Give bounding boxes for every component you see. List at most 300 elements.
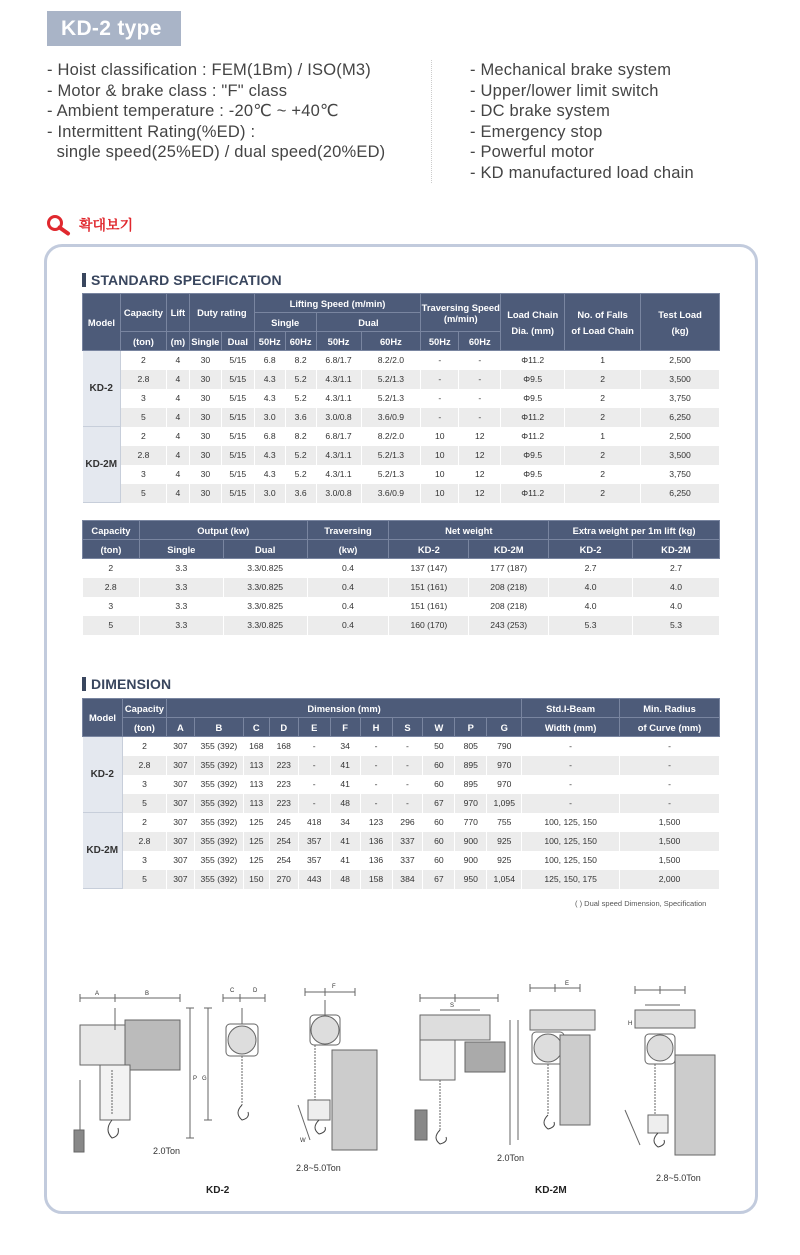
table-cell: - <box>522 775 620 794</box>
th-out-kw: (kw) <box>307 540 389 559</box>
feature-list-left <box>47 60 432 163</box>
table-cell: 2 <box>565 389 641 408</box>
table-cell: 5 <box>83 616 140 635</box>
zoom-label: 확대보기 <box>79 218 134 234</box>
table-cell: 160 (170) <box>389 616 469 635</box>
table-cell: 3.3/0.825 <box>223 616 307 635</box>
table-cell: 8.2/2.0 <box>361 427 421 446</box>
table-cell: 4 <box>166 370 189 389</box>
table-cell: 3 <box>122 851 166 870</box>
table-cell: 208 (218) <box>469 578 549 597</box>
table-cell: 1 <box>565 427 641 446</box>
table-cell: 34 <box>330 813 360 832</box>
table-row <box>83 408 720 427</box>
table-cell: - <box>459 351 501 370</box>
table-cell: 1 <box>565 351 641 370</box>
table-cell: - <box>620 794 720 813</box>
dim-letter-p: P <box>193 1076 198 1082</box>
table-cell: 125 <box>243 832 269 851</box>
caption-kd2m-heavy: 2.8~5.0Ton <box>656 1173 701 1183</box>
table-cell: 1,054 <box>487 870 522 889</box>
table-row <box>83 559 720 578</box>
table-cell: - <box>298 794 330 813</box>
dim-letter-a: A <box>95 991 100 997</box>
table-cell: 307 <box>166 870 194 889</box>
th-out-capacity: Capacity <box>83 521 140 540</box>
table-cell: 12 <box>459 427 501 446</box>
table-cell: 5/15 <box>221 370 254 389</box>
table-cell: 2.8 <box>83 578 140 597</box>
feature-left-item: single speed(25%ED) / dual speed(20%ED) <box>47 143 386 162</box>
table-cell: 100, 125, 150 <box>522 832 620 851</box>
table-cell: - <box>298 775 330 794</box>
table-cell: 113 <box>243 775 269 794</box>
table-cell: 755 <box>487 813 522 832</box>
table-cell: 2 <box>565 465 641 484</box>
type-badge: KD-2 type <box>47 11 181 46</box>
table-cell: 950 <box>455 870 487 889</box>
table-cell: 355 (392) <box>194 737 243 756</box>
table-cell: 5/15 <box>221 484 254 503</box>
table-cell: 8.2 <box>285 427 316 446</box>
table-cell: 60 <box>423 832 455 851</box>
table-cell: 307 <box>166 851 194 870</box>
table-cell: 5/15 <box>221 465 254 484</box>
kd2m-heavy-drawing <box>625 986 715 1155</box>
table-cell: 30 <box>189 389 221 408</box>
feature-right-item: - Upper/lower limit switch <box>470 81 659 100</box>
th-trav-60: 60Hz <box>459 332 501 351</box>
table-cell: 3 <box>83 597 140 616</box>
table-cell: 4 <box>166 427 189 446</box>
table-cell: 1,500 <box>620 813 720 832</box>
table-cell: 3.3 <box>139 578 223 597</box>
table-cell: 2 <box>122 813 166 832</box>
table-cell: 4.3/1.1 <box>316 465 361 484</box>
table-cell: 8.2/2.0 <box>361 351 421 370</box>
th-extra-kd2: KD-2 <box>549 540 633 559</box>
table-cell: - <box>360 775 392 794</box>
th-dim-letter: B <box>194 718 243 737</box>
table-cell: 925 <box>487 832 522 851</box>
table-cell: 168 <box>269 737 298 756</box>
table-cell: 4.3/1.1 <box>316 370 361 389</box>
table-cell: 5.2/1.3 <box>361 465 421 484</box>
table-cell: - <box>392 775 423 794</box>
table-cell: 307 <box>166 737 194 756</box>
feature-right-item: - Powerful motor <box>470 143 595 162</box>
table-cell: 3.6/0.9 <box>361 484 421 503</box>
th-falls: No. of Falls of Load Chain <box>565 294 641 351</box>
table-row <box>83 465 720 484</box>
table-cell: 4.3 <box>254 446 285 465</box>
th-dim-letter: W <box>423 718 455 737</box>
th-dim-letter: S <box>392 718 423 737</box>
table-cell: - <box>392 794 423 813</box>
table-cell: 355 (392) <box>194 851 243 870</box>
table-cell: 30 <box>189 484 221 503</box>
table-cell: 3.6 <box>285 408 316 427</box>
table-cell: 10 <box>421 465 459 484</box>
table-cell: 4.0 <box>633 597 720 616</box>
dim-letter-c: C <box>230 988 235 994</box>
th-dim-letter: G <box>487 718 522 737</box>
output-weight-table <box>82 520 720 635</box>
table-cell: - <box>360 737 392 756</box>
table-cell: 3.3 <box>139 559 223 578</box>
table-cell: 125 <box>243 813 269 832</box>
kd2m-side-drawing <box>415 994 510 1145</box>
table-row <box>83 870 720 889</box>
table-cell: 3 <box>120 389 166 408</box>
table-cell: 125, 150, 175 <box>522 870 620 889</box>
table-cell: 5.2/1.3 <box>361 389 421 408</box>
table-cell: 5.3 <box>633 616 720 635</box>
th-single-50: 50Hz <box>254 332 285 351</box>
dim-letter-b: B <box>145 991 150 997</box>
dim-letter-e: E <box>565 981 570 987</box>
table-cell: 970 <box>455 794 487 813</box>
table-cell: 60 <box>423 775 455 794</box>
feature-right-item: - DC brake system <box>470 102 611 121</box>
table-cell: 100, 125, 150 <box>522 813 620 832</box>
table-cell: Φ9.5 <box>501 446 565 465</box>
dim-letter-f: F <box>332 984 336 990</box>
table-cell: 6.8 <box>254 427 285 446</box>
table-cell: - <box>620 756 720 775</box>
kd2-side-drawing <box>74 994 194 1152</box>
table-cell: 2.8 <box>122 832 166 851</box>
table-cell: 4 <box>166 484 189 503</box>
table-cell: 2 <box>565 446 641 465</box>
table-cell: 3 <box>120 465 166 484</box>
table-cell: 136 <box>360 851 392 870</box>
table-cell: 3,500 <box>641 370 720 389</box>
table-cell: 10 <box>421 427 459 446</box>
table-cell: 2.8 <box>120 446 166 465</box>
dimension-title: DIMENSION <box>82 676 171 692</box>
table-cell: 158 <box>360 870 392 889</box>
table-cell: Φ11.2 <box>501 484 565 503</box>
table-cell: - <box>522 756 620 775</box>
drawing-label-kd2: KD-2 <box>206 1185 230 1196</box>
table-cell: 337 <box>392 851 423 870</box>
table-cell: 168 <box>243 737 269 756</box>
th-duty-single: Single <box>189 332 221 351</box>
table-cell: 895 <box>455 756 487 775</box>
zoom-link[interactable] <box>46 213 133 237</box>
table-cell: 900 <box>455 851 487 870</box>
caption-kd2m-2ton: 2.0Ton <box>497 1153 525 1163</box>
table-cell: Φ9.5 <box>501 465 565 484</box>
table-cell: 2 <box>83 559 140 578</box>
table-cell: 30 <box>189 446 221 465</box>
th-dual-50: 50Hz <box>316 332 361 351</box>
th-test: Test Load (kg) <box>641 294 720 351</box>
table-row <box>83 775 720 794</box>
th-out-single: Single <box>139 540 223 559</box>
dim-letter-s: S <box>450 1003 455 1009</box>
table-row <box>83 616 720 635</box>
th-dim-letter: A <box>166 718 194 737</box>
table-cell: 925 <box>487 851 522 870</box>
feature-left-item: - Motor & brake class : "F" class <box>47 81 288 100</box>
th-dim: Dimension (mm) <box>166 699 521 718</box>
table-cell: 5 <box>120 484 166 503</box>
table-row <box>83 756 720 775</box>
table-cell: - <box>522 737 620 756</box>
feature-left-item: - Ambient temperature : -20℃ ~ +40℃ <box>47 102 339 121</box>
table-cell: 4.3 <box>254 465 285 484</box>
dual-speed-note: ( ) Dual speed Dimension, Specification <box>575 899 707 908</box>
table-cell: 2 <box>120 427 166 446</box>
table-cell: 337 <box>392 832 423 851</box>
th-trav-50: 50Hz <box>421 332 459 351</box>
magnifier-icon <box>46 214 72 236</box>
table-cell: 123 <box>360 813 392 832</box>
th-ton: (ton) <box>120 332 166 351</box>
table-cell: Φ9.5 <box>501 389 565 408</box>
feature-right-item: - KD manufactured load chain <box>470 163 694 182</box>
table-row <box>83 484 720 503</box>
table-cell: 357 <box>298 851 330 870</box>
table-cell: 3.3 <box>139 616 223 635</box>
table-cell: 60 <box>423 813 455 832</box>
table-cell: - <box>360 794 392 813</box>
table-cell: Φ11.2 <box>501 351 565 370</box>
table-cell: 4.3 <box>254 389 285 408</box>
table-cell: 805 <box>455 737 487 756</box>
table-cell: 4 <box>166 351 189 370</box>
table-cell: 41 <box>330 832 360 851</box>
table-cell: 67 <box>423 870 455 889</box>
table-cell: - <box>298 737 330 756</box>
feature-list-right <box>470 60 694 184</box>
table-cell: 0.4 <box>307 559 389 578</box>
table-cell: 5.2 <box>285 446 316 465</box>
standard-spec-table <box>82 293 720 503</box>
th-model: Model <box>83 294 121 351</box>
table-cell: 5 <box>122 870 166 889</box>
th-extra-kd2m: KD-2M <box>633 540 720 559</box>
table-cell: - <box>459 408 501 427</box>
dimension-table <box>82 698 720 889</box>
table-cell: 30 <box>189 370 221 389</box>
table-cell: 177 (187) <box>469 559 549 578</box>
th-output: Output (kw) <box>139 521 307 540</box>
table-cell: 3.0/0.8 <box>316 408 361 427</box>
table-row <box>83 794 720 813</box>
table-cell: 5.3 <box>549 616 633 635</box>
hoist-drawings <box>70 980 730 1200</box>
table-cell: 3.6 <box>285 484 316 503</box>
dim-letter-w: W <box>300 1138 306 1144</box>
th-dim-ton: (ton) <box>122 718 166 737</box>
table-cell: 4 <box>166 465 189 484</box>
table-cell: 60 <box>423 851 455 870</box>
th-duty-dual: Dual <box>221 332 254 351</box>
table-cell: 3.3/0.825 <box>223 559 307 578</box>
table-cell: 8.2 <box>285 351 316 370</box>
table-cell: 4 <box>166 408 189 427</box>
table-cell: - <box>421 408 459 427</box>
th-extra: Extra weight per 1m lift (kg) <box>549 521 720 540</box>
table-cell: 50 <box>423 737 455 756</box>
table-cell: 3.3 <box>139 597 223 616</box>
table-cell: 307 <box>166 756 194 775</box>
table-cell: 4 <box>166 446 189 465</box>
feature-left-item: - Intermittent Rating(%ED) : <box>47 122 256 141</box>
table-row <box>83 851 720 870</box>
table-cell: 5.2/1.3 <box>361 446 421 465</box>
table-cell: 1,500 <box>620 851 720 870</box>
table-cell: 6,250 <box>641 484 720 503</box>
table-cell: 30 <box>189 427 221 446</box>
table-cell: 5/15 <box>221 351 254 370</box>
table-cell: 2,500 <box>641 427 720 446</box>
table-cell: 2.7 <box>549 559 633 578</box>
table-cell: 970 <box>487 756 522 775</box>
table-cell: - <box>459 389 501 408</box>
table-cell: 307 <box>166 813 194 832</box>
table-cell: 3.0 <box>254 408 285 427</box>
table-cell: 2.7 <box>633 559 720 578</box>
table-cell: 0.4 <box>307 578 389 597</box>
table-cell: 3 <box>122 775 166 794</box>
drawing-label-kd2m: KD-2M <box>535 1185 567 1196</box>
th-dual: Dual <box>316 313 421 332</box>
table-row <box>83 578 720 597</box>
table-cell: 41 <box>330 775 360 794</box>
table-cell: 113 <box>243 794 269 813</box>
th-out-trav: Traversing <box>307 521 389 540</box>
table-cell: 418 <box>298 813 330 832</box>
table-cell: 2.8 <box>122 756 166 775</box>
table-cell: 307 <box>166 775 194 794</box>
table-row <box>83 813 720 832</box>
table-cell: - <box>620 775 720 794</box>
table-cell: 900 <box>455 832 487 851</box>
table-cell: 790 <box>487 737 522 756</box>
table-cell: 30 <box>189 351 221 370</box>
table-cell: 355 (392) <box>194 832 243 851</box>
th-single-60: 60Hz <box>285 332 316 351</box>
table-cell: 4 <box>166 389 189 408</box>
table-cell: - <box>360 756 392 775</box>
table-cell: 3.0 <box>254 484 285 503</box>
table-cell: 6.8/1.7 <box>316 427 361 446</box>
table-cell: 3.0/0.8 <box>316 484 361 503</box>
th-beam: Std.I-Beam <box>522 699 620 718</box>
table-row <box>83 370 720 389</box>
dim-letter-g: G <box>202 1076 207 1082</box>
table-row <box>83 597 720 616</box>
table-cell: 10 <box>421 446 459 465</box>
caption-kd2-heavy: 2.8~5.0Ton <box>296 1163 341 1173</box>
table-cell: - <box>421 351 459 370</box>
table-cell: 208 (218) <box>469 597 549 616</box>
table-row <box>83 832 720 851</box>
table-cell: 67 <box>423 794 455 813</box>
th-dim-letter: H <box>360 718 392 737</box>
table-cell: 296 <box>392 813 423 832</box>
table-cell: 125 <box>243 851 269 870</box>
th-dim-letter: F <box>330 718 360 737</box>
table-cell: 357 <box>298 832 330 851</box>
table-cell: - <box>522 794 620 813</box>
table-cell: 5/15 <box>221 389 254 408</box>
table-row <box>83 737 720 756</box>
standard-spec-title: STANDARD SPECIFICATION <box>82 272 282 288</box>
table-cell: 3,750 <box>641 389 720 408</box>
divider <box>431 60 432 183</box>
table-cell: 41 <box>330 851 360 870</box>
table-cell: 307 <box>166 794 194 813</box>
table-cell: 2 <box>565 408 641 427</box>
feature-left-item: - Hoist classification : FEM(1Bm) / ISO(M3) <box>47 61 371 79</box>
th-dim-letter: P <box>455 718 487 737</box>
table-cell: 2,500 <box>641 351 720 370</box>
th-duty: Duty rating <box>189 294 254 332</box>
th-radius-curve: of Curve (mm) <box>620 718 720 737</box>
table-cell: 3.6/0.9 <box>361 408 421 427</box>
table-cell: 60 <box>423 756 455 775</box>
table-cell: 48 <box>330 870 360 889</box>
table-cell: 355 (392) <box>194 756 243 775</box>
table-cell: 4.3/1.1 <box>316 446 361 465</box>
table-cell: 4.3 <box>254 370 285 389</box>
table-cell: 355 (392) <box>194 813 243 832</box>
th-out-ton: (ton) <box>83 540 140 559</box>
model-cell: KD-2 <box>83 737 123 813</box>
th-single: Single <box>254 313 316 332</box>
table-cell: Φ11.2 <box>501 408 565 427</box>
table-cell: 223 <box>269 756 298 775</box>
kd2m-front-drawing <box>518 984 595 1140</box>
table-cell: 443 <box>298 870 330 889</box>
table-cell: 3.3/0.825 <box>223 597 307 616</box>
table-cell: 4.0 <box>549 578 633 597</box>
th-net-kd2m: KD-2M <box>469 540 549 559</box>
table-cell: 5 <box>120 408 166 427</box>
dim-letter-d: D <box>253 988 258 994</box>
table-cell: 0.4 <box>307 597 389 616</box>
table-cell: 113 <box>243 756 269 775</box>
table-cell: 5 <box>122 794 166 813</box>
th-net: Net weight <box>389 521 549 540</box>
table-row <box>83 389 720 408</box>
th-dim-capacity: Capacity <box>122 699 166 718</box>
feature-right-item: - Emergency stop <box>470 122 603 141</box>
feature-right-item: - Mechanical brake system <box>470 61 672 79</box>
table-cell: 5.2 <box>285 370 316 389</box>
table-cell: - <box>392 737 423 756</box>
table-cell: 3.3/0.825 <box>223 578 307 597</box>
table-cell: 245 <box>269 813 298 832</box>
table-cell: - <box>298 756 330 775</box>
table-cell: 12 <box>459 446 501 465</box>
model-cell: KD-2M <box>83 813 123 889</box>
table-cell: 355 (392) <box>194 870 243 889</box>
table-cell: 151 (161) <box>389 597 469 616</box>
table-cell: 6.8 <box>254 351 285 370</box>
table-cell: 223 <box>269 775 298 794</box>
table-cell: 970 <box>487 775 522 794</box>
th-dim-letter: C <box>243 718 269 737</box>
th-beam-width: Width (mm) <box>522 718 620 737</box>
th-dual-60: 60Hz <box>361 332 421 351</box>
table-cell: 5/15 <box>221 446 254 465</box>
